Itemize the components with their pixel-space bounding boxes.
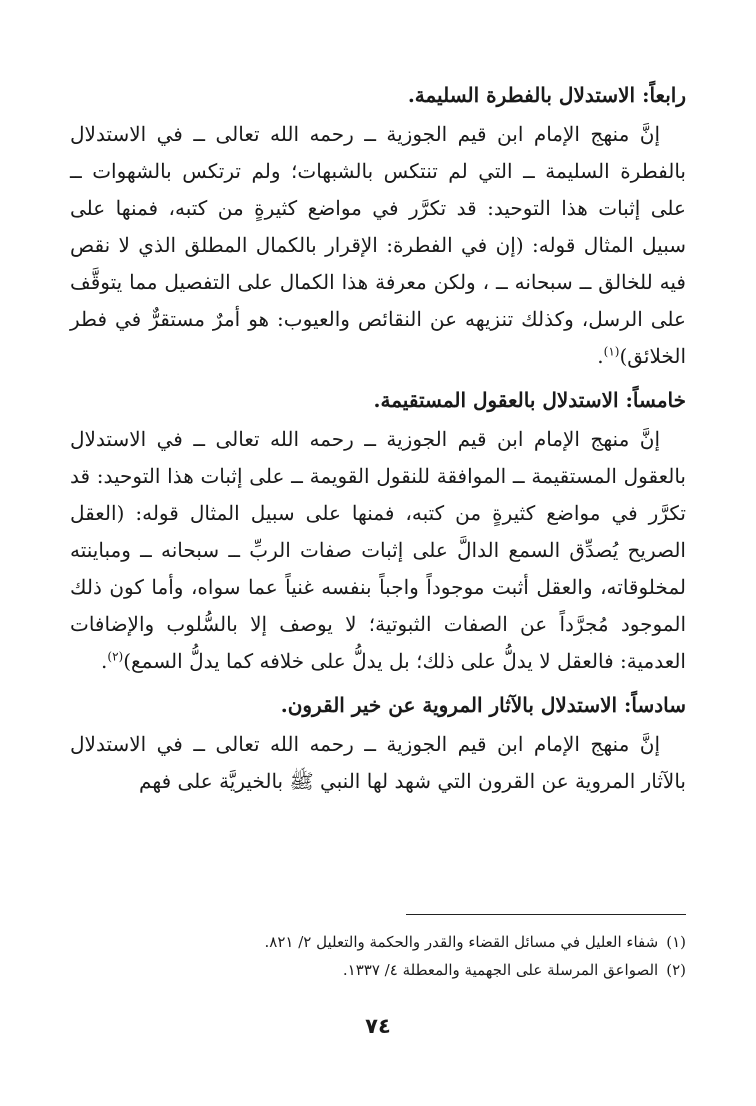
paragraph-text: إنَّ منهج الإمام ابن قيم الجوزية ــ رحمه الله تعالى ــ في الاستدلال بالعقول المستقيمة ــ الموافقة للنقول القويمة ــ على إثبات هذا التوحيد: قد تكرَّر في مواضع كثيرةٍ من كتبه، فمنها على سبيل المثال قوله: (العقل الصريح يُصدِّق السمع الدالَّ على إثبات صفات الربِّ ــ سبحانه ــ ومباينته لمخلوقاته، والعقل أثبت موجوداً واجباً بنفسه غنياً عما سواه، وأما كون ذلك الموجود مُجرَّداً عن الصفات الثبوتية؛ لا يوصف إلا بالسُّلوب والإضافات العدمية: فالعقل لا يدلُّ على ذلك؛ بل يدلُّ على خلافه كما يدلُّ السمع) — [70, 427, 686, 673]
footnote-divider — [406, 914, 686, 915]
section-paragraph — [70, 726, 686, 800]
section-heading: خامساً: الاستدلال بالعقول المستقيمة. — [373, 388, 686, 412]
section-paragraph — [70, 421, 686, 680]
section-fifth — [70, 383, 686, 680]
section-sixth — [70, 688, 686, 800]
footnotes — [70, 928, 686, 984]
footnote-number: (١) — [666, 933, 686, 951]
section-heading: سادساً: الاستدلال بالآثار المروية عن خير القرون. — [280, 693, 686, 717]
footnote-reference[interactable]: (٢) — [107, 649, 124, 664]
section-paragraph — [70, 116, 686, 375]
paragraph-text: إنَّ منهج الإمام ابن قيم الجوزية ــ رحمه الله تعالى ــ في الاستدلال بالآثار المروية عن القرون التي شهد لها النبي ﷺ بالخيريَّة على فهم — [70, 732, 686, 793]
section-fourth — [70, 78, 686, 375]
footnote-item — [70, 928, 686, 956]
paragraph-tail: . — [597, 344, 604, 368]
paragraph-text: إنَّ منهج الإمام ابن قيم الجوزية ــ رحمه الله تعالى ــ في الاستدلال بالفطرة السليمة ــ التي لم تنتكس بالشبهات؛ ولم ترتكس بالشهوات ــ على إثبات هذا التوحيد: قد تكرَّر في مواضع كثيرةٍ من كتبه، فمنها على سبيل المثال قوله: (إن في الفطرة: الإقرار بالكمال المطلق الذي لا نقص فيه للخالق ــ سبحانه ــ ، ولكن معرفة هذا الكمال على التفصيل مما يتوقَّف على الرسل، وكذلك تنزيهه عن النقائص والعيوب: هو أمرٌ مستقرٌّ في فطر الخلائق) — [70, 122, 686, 368]
footnote-text: شفاء العليل في مسائل القضاء والقدر والحكمة والتعليل ٢/ ٨٢١. — [264, 933, 659, 951]
footnote-number: (٢) — [666, 961, 686, 979]
paragraph-tail: . — [101, 649, 108, 673]
page-number: ٧٤ — [365, 1014, 391, 1038]
footnote-item — [70, 956, 686, 984]
footnote-reference[interactable]: (١) — [603, 344, 620, 359]
section-heading: رابعاً: الاستدلال بالفطرة السليمة. — [407, 83, 686, 107]
footnote-text: الصواعق المرسلة على الجهمية والمعطلة ٤/ ١٣٣٧. — [342, 961, 659, 979]
page-body — [70, 78, 686, 808]
